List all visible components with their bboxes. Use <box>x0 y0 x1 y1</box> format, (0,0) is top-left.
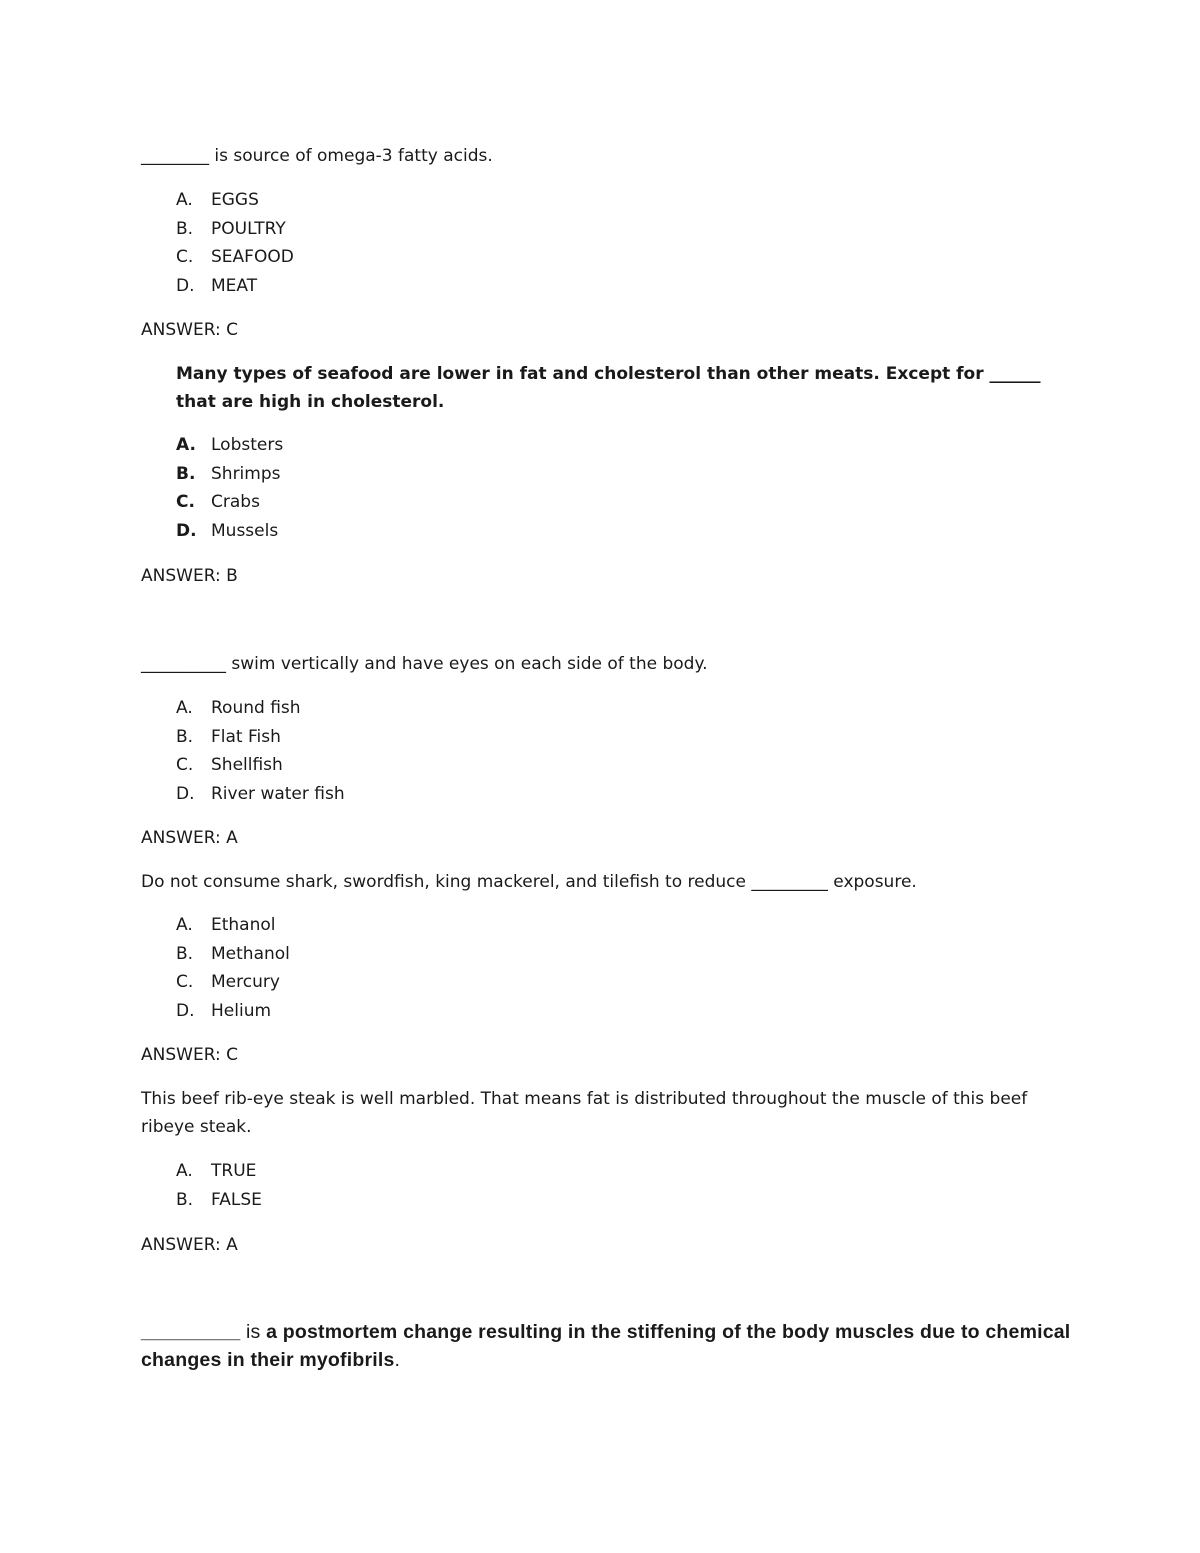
option-text: Shellfish <box>211 755 283 775</box>
option-letter: C. <box>176 492 195 512</box>
option-d <box>176 780 776 809</box>
option-d <box>176 997 776 1026</box>
question-6-blank: _________ <box>141 1321 241 1343</box>
question-5-answer: ANSWER: A <box>141 1235 238 1255</box>
option-letter: A. <box>176 435 196 455</box>
option-letter: A. <box>176 190 193 210</box>
option-letter: A. <box>176 698 193 718</box>
option-b <box>176 940 776 969</box>
option-letter: C. <box>176 972 194 992</box>
question-5-options <box>176 1157 776 1214</box>
option-text: Round fish <box>211 698 301 718</box>
option-text: Helium <box>211 1000 272 1021</box>
option-text: Mercury <box>211 972 280 992</box>
question-2-text: Many types of seafood are lower in fat and cholesterol than other meats. Except for ______ that are high in cholesterol. <box>176 364 1041 412</box>
question-1-answer: ANSWER: C <box>141 320 238 340</box>
option-b <box>176 1186 776 1215</box>
question-3-options <box>176 694 776 808</box>
option-c <box>176 243 776 272</box>
option-a <box>176 1157 776 1186</box>
option-a <box>176 431 776 460</box>
option-c <box>176 751 776 780</box>
option-letter: A. <box>176 915 193 935</box>
question-2-answer: ANSWER: B <box>141 566 238 586</box>
question-3-answer: ANSWER: A <box>141 828 238 848</box>
option-text: Mussels <box>211 520 279 541</box>
option-letter: C. <box>176 755 194 775</box>
option-text: Methanol <box>211 943 290 964</box>
option-letter: B. <box>176 726 194 747</box>
question-5-text: This beef rib-eye steak is well marbled. That means fat is distributed throughout the muscle of this beef ribeye steak. <box>141 1089 1028 1137</box>
option-letter: D. <box>176 275 195 296</box>
option-d <box>176 272 776 301</box>
option-text: SEAFOOD <box>211 247 294 267</box>
option-letter: C. <box>176 247 194 267</box>
option-text: EGGS <box>211 190 259 210</box>
option-text: Ethanol <box>211 915 276 935</box>
option-text: TRUE <box>211 1161 257 1181</box>
question-2-options <box>176 431 776 545</box>
option-letter: B. <box>176 463 196 484</box>
option-text: POULTRY <box>211 218 286 239</box>
option-letter: A. <box>176 1161 193 1181</box>
option-letter: D. <box>176 783 195 804</box>
option-a <box>176 911 776 940</box>
option-text: Flat Fish <box>211 726 281 747</box>
question-6-period: . <box>394 1349 401 1371</box>
option-text: MEAT <box>211 275 258 296</box>
option-text: FALSE <box>211 1189 262 1210</box>
option-text: River water fish <box>211 783 345 804</box>
question-4-options <box>176 911 776 1025</box>
option-b <box>176 460 776 489</box>
option-letter: D. <box>176 1000 195 1021</box>
option-text: Lobsters <box>211 435 284 455</box>
option-letter: B. <box>176 1189 194 1210</box>
question-1-text: ________ is source of omega-3 fatty acids. <box>141 146 493 166</box>
option-a <box>176 186 776 215</box>
question-6-text <box>141 1318 1076 1374</box>
question-1-options <box>176 186 776 300</box>
question-4-answer: ANSWER: C <box>141 1045 238 1065</box>
option-d <box>176 517 776 546</box>
option-b <box>176 723 776 752</box>
question-6-is: is <box>240 1321 267 1343</box>
option-letter: B. <box>176 218 194 239</box>
option-a <box>176 694 776 723</box>
option-letter: D. <box>176 520 197 541</box>
option-text: Shrimps <box>211 463 281 484</box>
option-c <box>176 488 776 517</box>
option-c <box>176 968 776 997</box>
option-letter: B. <box>176 943 194 964</box>
option-b <box>176 215 776 244</box>
question-4-text: Do not consume shark, swordfish, king mackerel, and tilefish to reduce _________ exposure. <box>141 872 917 892</box>
question-6-bold-text: a postmortem change resulting in the stiffening of the body muscles due to chemical changes in their myofibrils <box>141 1321 1071 1371</box>
question-3-text: __________ swim vertically and have eyes on each side of the body. <box>141 654 708 674</box>
option-text: Crabs <box>211 492 260 512</box>
